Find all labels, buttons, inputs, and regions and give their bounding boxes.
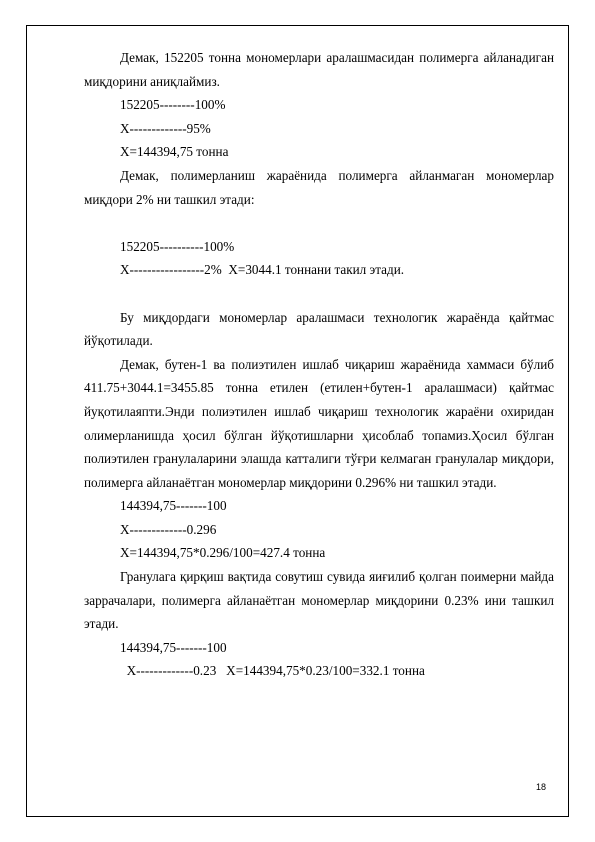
calculation-line: Х-------------0.23 Х=144394,75*0.23/100=332.1 тонна: [120, 663, 425, 679]
calculation-line: 144394,75-------100: [120, 639, 227, 655]
page-number: 18: [536, 782, 547, 792]
calculation-line: 152205----------100%: [120, 238, 235, 254]
calculation-line: 144394,75-------100: [120, 498, 227, 514]
blank-line: [84, 211, 554, 235]
calculation-line: Х-------------95%: [120, 120, 211, 136]
blank-line: [84, 282, 554, 306]
calculation-line: 152205--------100%: [120, 97, 226, 113]
paragraph: Демак, бутен-1 ва полиэтилен ишлаб чиқариш жараёнида хаммаси бўлиб 411.75+3044.1=3455.85 тонна етилен (етилен+бутен-1 аралашмаси) қайтмас йуқотилаяпти.Энди полиэтилен ишлаб чиқариш технологик жараёни охиридан олимерланишда ҳосил бўлган йўқотишларни ҳисоблаб топамиз.Ҳосил бўлган полиэтилен гранулаларини элашда катталиги тўғри келмаган гранулалар миқдори, полимерга айланаётган мономерлар миқдорини 0.296% ни ташкил этади.: [84, 356, 554, 490]
calculation-line: Х=144394,75 тонна: [120, 144, 229, 160]
calculation-line: Х=144394,75*0.296/100=427.4 тонна: [120, 545, 326, 561]
paragraph: Бу миқдордаги мономерлар аралашмаси технологик жараёнда қайтмас йўқотилади.: [84, 309, 554, 349]
calculation-line: Х-------------0.296: [120, 521, 217, 537]
document-body: [84, 46, 554, 683]
calculation-line: Х-----------------2% Х=3044.1 тоннани такил этади.: [120, 262, 405, 278]
paragraph: Демак, 152205 тонна мономерлари аралашмасидан полимерга айланадиган миқдорини аниқлаймиз.: [84, 50, 554, 89]
paragraph: Демак, полимерланиш жараёнида полимерга айланмаган мономерлар миқдори 2% ни ташкил этади:: [84, 167, 554, 207]
paragraph: Гранулага қирқиш вақтида совутиш сувида яиғилиб қолган поимерни майда заррачалари, полимерга айланаётган мономерлар миқдорини 0.23% ини ташкил этади.: [84, 569, 554, 632]
